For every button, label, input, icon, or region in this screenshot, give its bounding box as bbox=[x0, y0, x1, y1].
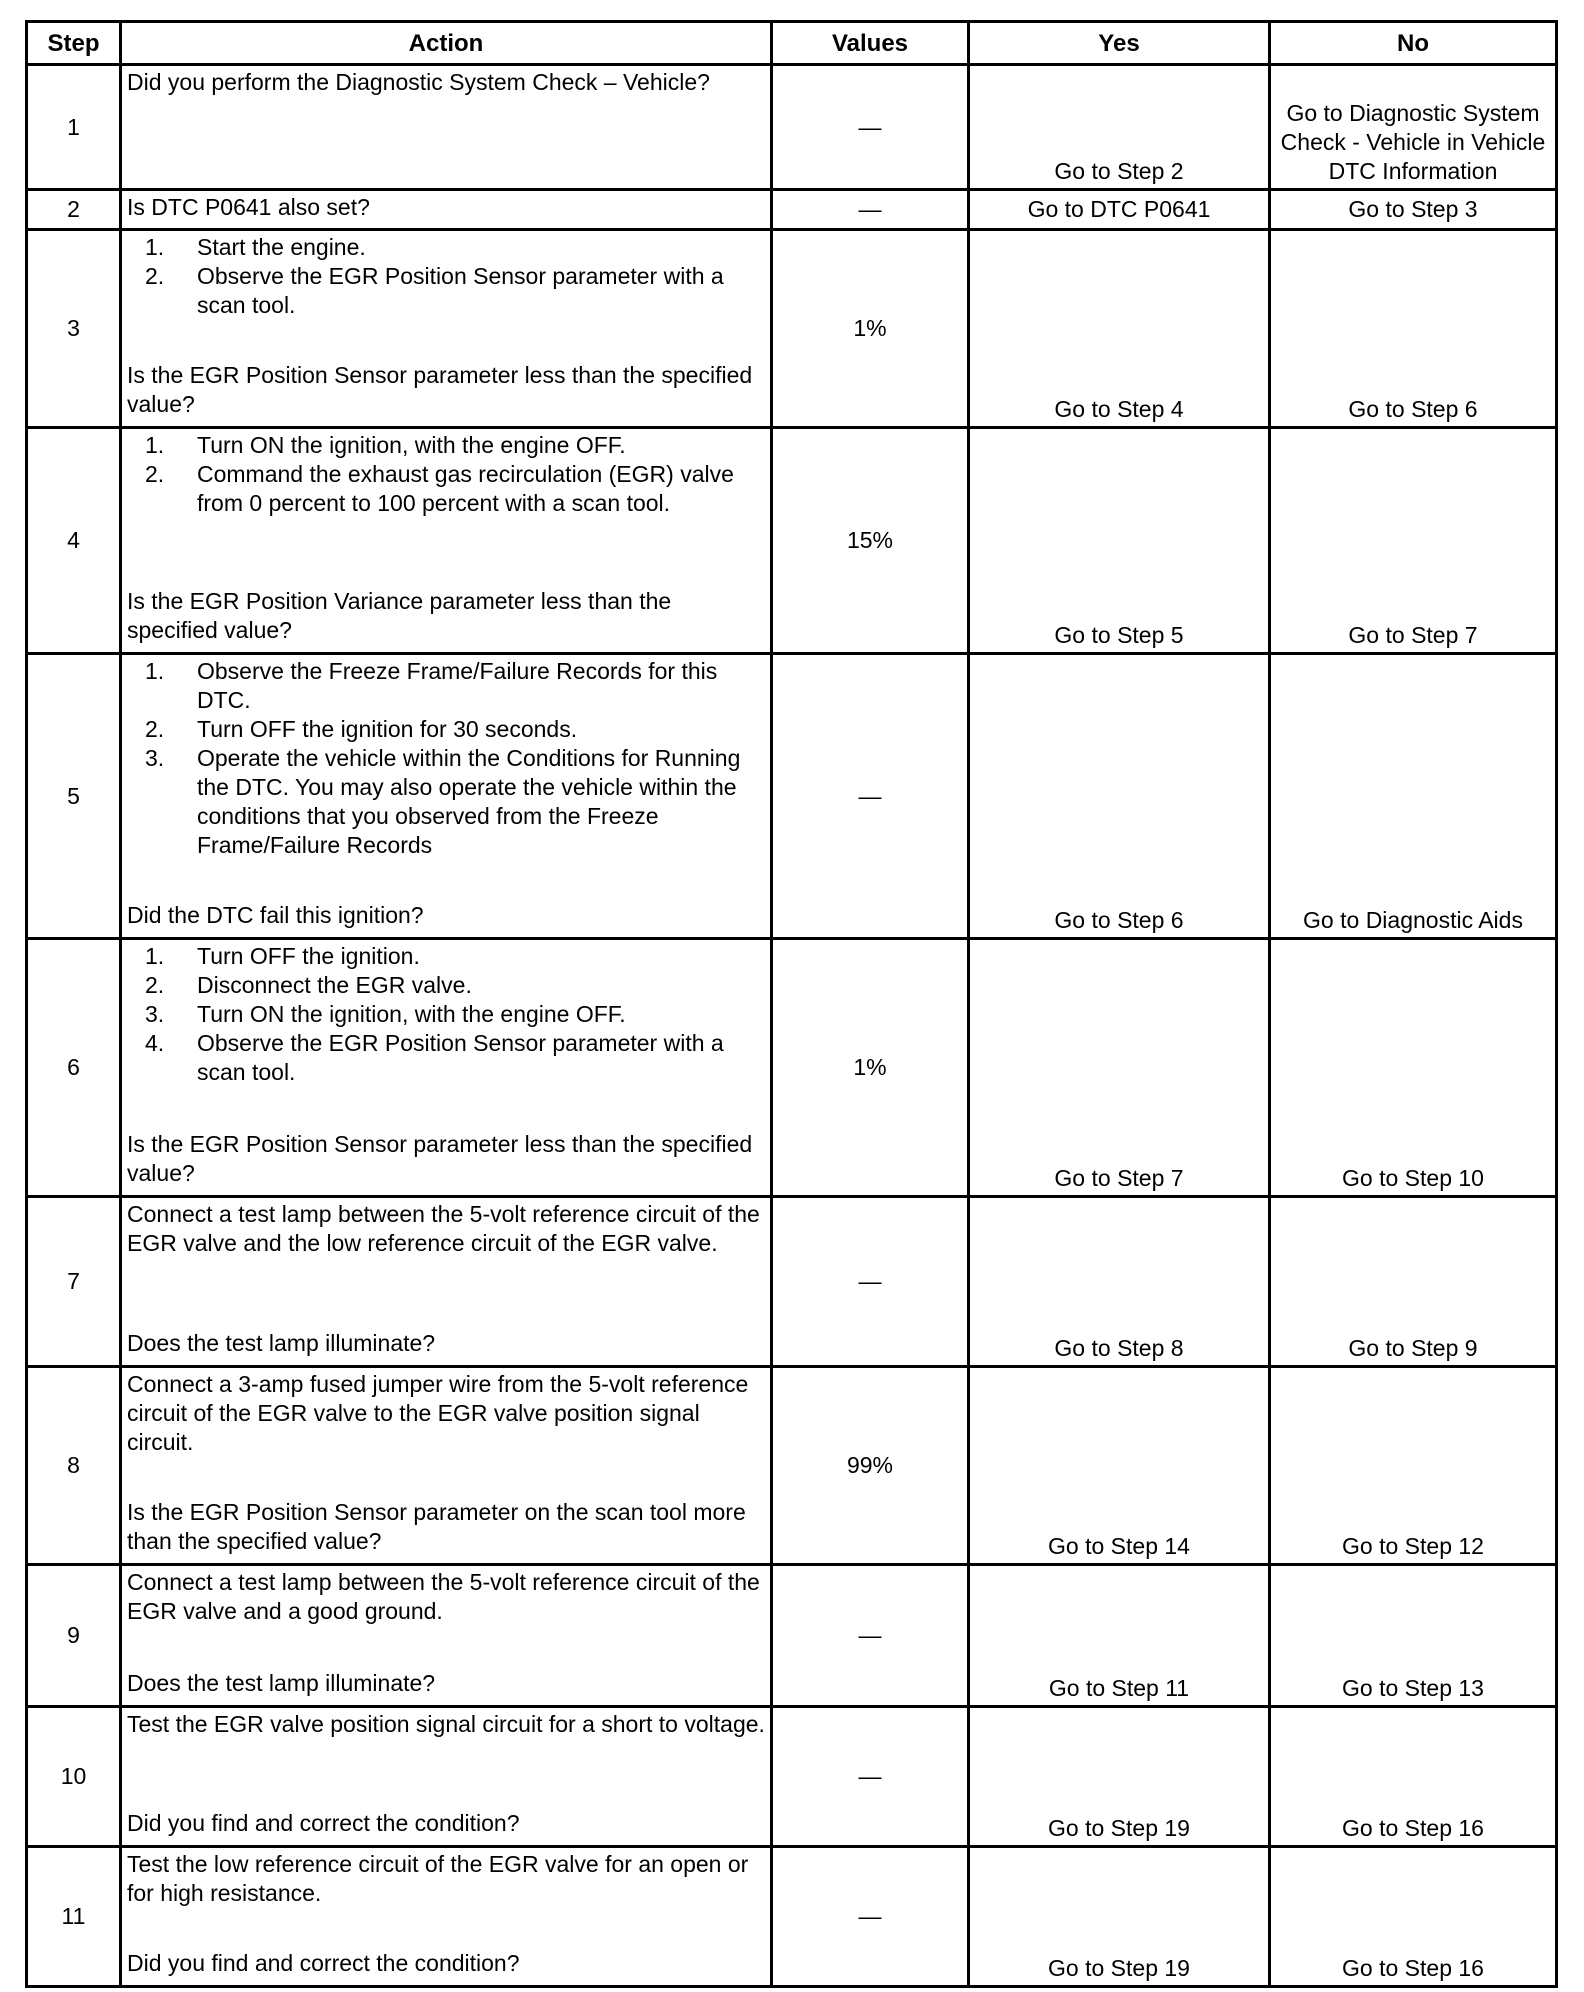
yes-outcome: Go to Step 19 bbox=[969, 1847, 1270, 1987]
step-number: 9 bbox=[27, 1565, 121, 1707]
action-cell bbox=[121, 230, 772, 428]
instruction-item bbox=[145, 744, 765, 860]
action-intro: Connect a test lamp between the 5-volt reference circuit of the EGR valve and the low reference circuit of the EGR valve. bbox=[127, 1201, 760, 1256]
instruction-text: Turn ON the ignition, with the engine OFF. bbox=[197, 1001, 626, 1027]
action-instructions bbox=[127, 1200, 765, 1258]
yes-outcome: Go to Step 8 bbox=[969, 1197, 1270, 1367]
action-question: Is the EGR Position Sensor parameter on the scan tool more than the specified value? bbox=[127, 1499, 746, 1554]
instruction-text: Turn OFF the ignition. bbox=[197, 943, 420, 969]
action-content bbox=[127, 657, 765, 930]
header-row bbox=[27, 22, 1557, 65]
instruction-number: 1. bbox=[145, 943, 165, 969]
value-cell: — bbox=[772, 654, 969, 939]
instruction-number: 3. bbox=[145, 745, 165, 771]
instruction-number: 1. bbox=[145, 432, 165, 458]
instruction-number: 4. bbox=[145, 1030, 165, 1056]
action-content bbox=[127, 1850, 765, 1978]
instruction-item bbox=[145, 1029, 765, 1087]
value-cell: — bbox=[772, 65, 969, 190]
instruction-number: 2. bbox=[145, 461, 165, 487]
action-content bbox=[127, 1568, 765, 1698]
instruction-number: 1. bbox=[145, 658, 165, 684]
action-question: Did you perform the Diagnostic System Check – Vehicle? bbox=[127, 69, 710, 95]
header-no: No bbox=[1270, 22, 1557, 65]
action-intro: Connect a test lamp between the 5-volt reference circuit of the EGR valve and a good ground. bbox=[127, 1569, 760, 1624]
table-row bbox=[27, 65, 1557, 190]
instruction-number: 3. bbox=[145, 1001, 165, 1027]
action-cell bbox=[121, 1847, 772, 1987]
action-cell bbox=[121, 939, 772, 1197]
yes-outcome: Go to Step 2 bbox=[969, 65, 1270, 190]
action-cell bbox=[121, 1707, 772, 1847]
table-row bbox=[27, 1367, 1557, 1565]
no-outcome: Go to Diagnostic Aids bbox=[1270, 654, 1557, 939]
no-outcome: Go to Step 16 bbox=[1270, 1847, 1557, 1987]
step-number: 5 bbox=[27, 654, 121, 939]
instruction-text: Turn OFF the ignition for 30 seconds. bbox=[197, 716, 578, 742]
instruction-list bbox=[127, 233, 765, 320]
header-yes: Yes bbox=[969, 22, 1270, 65]
yes-outcome: Go to Step 19 bbox=[969, 1707, 1270, 1847]
action-content bbox=[127, 233, 765, 419]
instruction-number: 2. bbox=[145, 263, 165, 289]
action-question: Does the test lamp illuminate? bbox=[127, 1670, 436, 1696]
action-content bbox=[127, 1710, 765, 1838]
instruction-text: Observe the EGR Position Sensor parameter with a scan tool. bbox=[197, 263, 724, 318]
header-action: Action bbox=[121, 22, 772, 65]
table-row bbox=[27, 230, 1557, 428]
value-cell: — bbox=[772, 1847, 969, 1987]
no-outcome: Go to Step 3 bbox=[1270, 190, 1557, 230]
no-outcome: Go to Step 6 bbox=[1270, 230, 1557, 428]
action-cell bbox=[121, 1197, 772, 1367]
instruction-text: Disconnect the EGR valve. bbox=[197, 972, 472, 998]
action-instructions bbox=[127, 1710, 765, 1739]
instruction-list bbox=[127, 942, 765, 1087]
action-cell bbox=[121, 428, 772, 654]
action-intro: Test the low reference circuit of the EGR valve for an open or for high resistance. bbox=[127, 1851, 749, 1906]
step-number: 4 bbox=[27, 428, 121, 654]
yes-outcome: Go to DTC P0641 bbox=[969, 190, 1270, 230]
step-number: 6 bbox=[27, 939, 121, 1197]
instruction-text: Start the engine. bbox=[197, 234, 366, 260]
action-content bbox=[127, 942, 765, 1188]
instruction-item bbox=[145, 942, 765, 971]
instruction-list bbox=[127, 657, 765, 860]
table-row bbox=[27, 1707, 1557, 1847]
action-cell bbox=[121, 654, 772, 939]
instruction-text: Command the exhaust gas recirculation (EGR) valve from 0 percent to 100 percent with a scan tool. bbox=[197, 461, 734, 516]
action-question: Did you find and correct the condition? bbox=[127, 1950, 520, 1976]
yes-outcome: Go to Step 6 bbox=[969, 654, 1270, 939]
table-row bbox=[27, 939, 1557, 1197]
value-cell: 1% bbox=[772, 939, 969, 1197]
action-instructions bbox=[127, 1568, 765, 1626]
action-question: Is the EGR Position Variance parameter less than the specified value? bbox=[127, 588, 672, 643]
step-number: 7 bbox=[27, 1197, 121, 1367]
action-cell bbox=[121, 1565, 772, 1707]
action-intro: Test the EGR valve position signal circuit for a short to voltage. bbox=[127, 1711, 765, 1737]
instruction-list bbox=[127, 431, 765, 518]
yes-outcome: Go to Step 14 bbox=[969, 1367, 1270, 1565]
instruction-text: Observe the EGR Position Sensor parameter with a scan tool. bbox=[197, 1030, 724, 1085]
action-intro: Connect a 3-amp fused jumper wire from the 5-volt reference circuit of the EGR valve to the EGR valve position signal circuit. bbox=[127, 1371, 749, 1455]
value-cell: 1% bbox=[772, 230, 969, 428]
action-content bbox=[127, 1370, 765, 1556]
no-outcome: Go to Step 10 bbox=[1270, 939, 1557, 1197]
table-row bbox=[27, 654, 1557, 939]
value-cell: — bbox=[772, 190, 969, 230]
no-outcome: Go to Step 12 bbox=[1270, 1367, 1557, 1565]
yes-outcome: Go to Step 4 bbox=[969, 230, 1270, 428]
no-outcome: Go to Step 7 bbox=[1270, 428, 1557, 654]
action-instructions bbox=[127, 1850, 765, 1908]
action-instructions bbox=[127, 942, 765, 1087]
instruction-number: 2. bbox=[145, 972, 165, 998]
no-outcome: Go to Step 13 bbox=[1270, 1565, 1557, 1707]
value-cell: — bbox=[772, 1565, 969, 1707]
step-number: 10 bbox=[27, 1707, 121, 1847]
step-number: 8 bbox=[27, 1367, 121, 1565]
table-row bbox=[27, 1197, 1557, 1367]
instruction-item bbox=[145, 1000, 765, 1029]
action-instructions bbox=[127, 431, 765, 518]
value-cell: 99% bbox=[772, 1367, 969, 1565]
no-outcome: Go to Step 16 bbox=[1270, 1707, 1557, 1847]
yes-outcome: Go to Step 7 bbox=[969, 939, 1270, 1197]
action-instructions bbox=[127, 233, 765, 320]
yes-outcome: Go to Step 11 bbox=[969, 1565, 1270, 1707]
diagnostic-table bbox=[25, 20, 1558, 1988]
action-cell bbox=[121, 190, 772, 230]
step-number: 11 bbox=[27, 1847, 121, 1987]
instruction-text: Operate the vehicle within the Conditions for Running the DTC. You may also operate the vehicle within the conditions that you observed from the Freeze Frame/Failure Records bbox=[197, 745, 741, 858]
table-row bbox=[27, 190, 1557, 230]
step-number: 1 bbox=[27, 65, 121, 190]
table-row bbox=[27, 1565, 1557, 1707]
instruction-item bbox=[145, 233, 765, 262]
yes-outcome: Go to Step 5 bbox=[969, 428, 1270, 654]
action-content bbox=[127, 1200, 765, 1358]
step-number: 3 bbox=[27, 230, 121, 428]
action-content bbox=[127, 68, 765, 181]
instruction-text: Turn ON the ignition, with the engine OFF. bbox=[197, 432, 626, 458]
action-question: Is the EGR Position Sensor parameter less than the specified value? bbox=[127, 1131, 753, 1186]
instruction-item bbox=[145, 262, 765, 320]
action-instructions bbox=[127, 657, 765, 860]
action-content bbox=[127, 431, 765, 645]
no-outcome: Go to Diagnostic System Check - Vehicle in Vehicle DTC Information bbox=[1270, 65, 1557, 190]
value-cell: — bbox=[772, 1707, 969, 1847]
action-instructions bbox=[127, 1370, 765, 1457]
action-cell bbox=[121, 1367, 772, 1565]
header-step: Step bbox=[27, 22, 121, 65]
table-row bbox=[27, 1847, 1557, 1987]
action-question: Does the test lamp illuminate? bbox=[127, 1330, 436, 1356]
instruction-item bbox=[145, 715, 765, 744]
step-number: 2 bbox=[27, 190, 121, 230]
action-question: Is DTC P0641 also set? bbox=[127, 194, 370, 220]
instruction-text: Observe the Freeze Frame/Failure Records for this DTC. bbox=[197, 658, 718, 713]
no-outcome: Go to Step 9 bbox=[1270, 1197, 1557, 1367]
value-cell: 15% bbox=[772, 428, 969, 654]
instruction-item bbox=[145, 460, 765, 518]
action-question: Is the EGR Position Sensor parameter less than the specified value? bbox=[127, 362, 753, 417]
instruction-number: 1. bbox=[145, 234, 165, 260]
instruction-item bbox=[145, 657, 765, 715]
table-row bbox=[27, 428, 1557, 654]
action-content bbox=[127, 193, 765, 221]
action-question: Did the DTC fail this ignition? bbox=[127, 902, 424, 928]
header-values: Values bbox=[772, 22, 969, 65]
instruction-item bbox=[145, 971, 765, 1000]
action-question: Did you find and correct the condition? bbox=[127, 1810, 520, 1836]
action-cell bbox=[121, 65, 772, 190]
instruction-number: 2. bbox=[145, 716, 165, 742]
instruction-item bbox=[145, 431, 765, 460]
value-cell: — bbox=[772, 1197, 969, 1367]
